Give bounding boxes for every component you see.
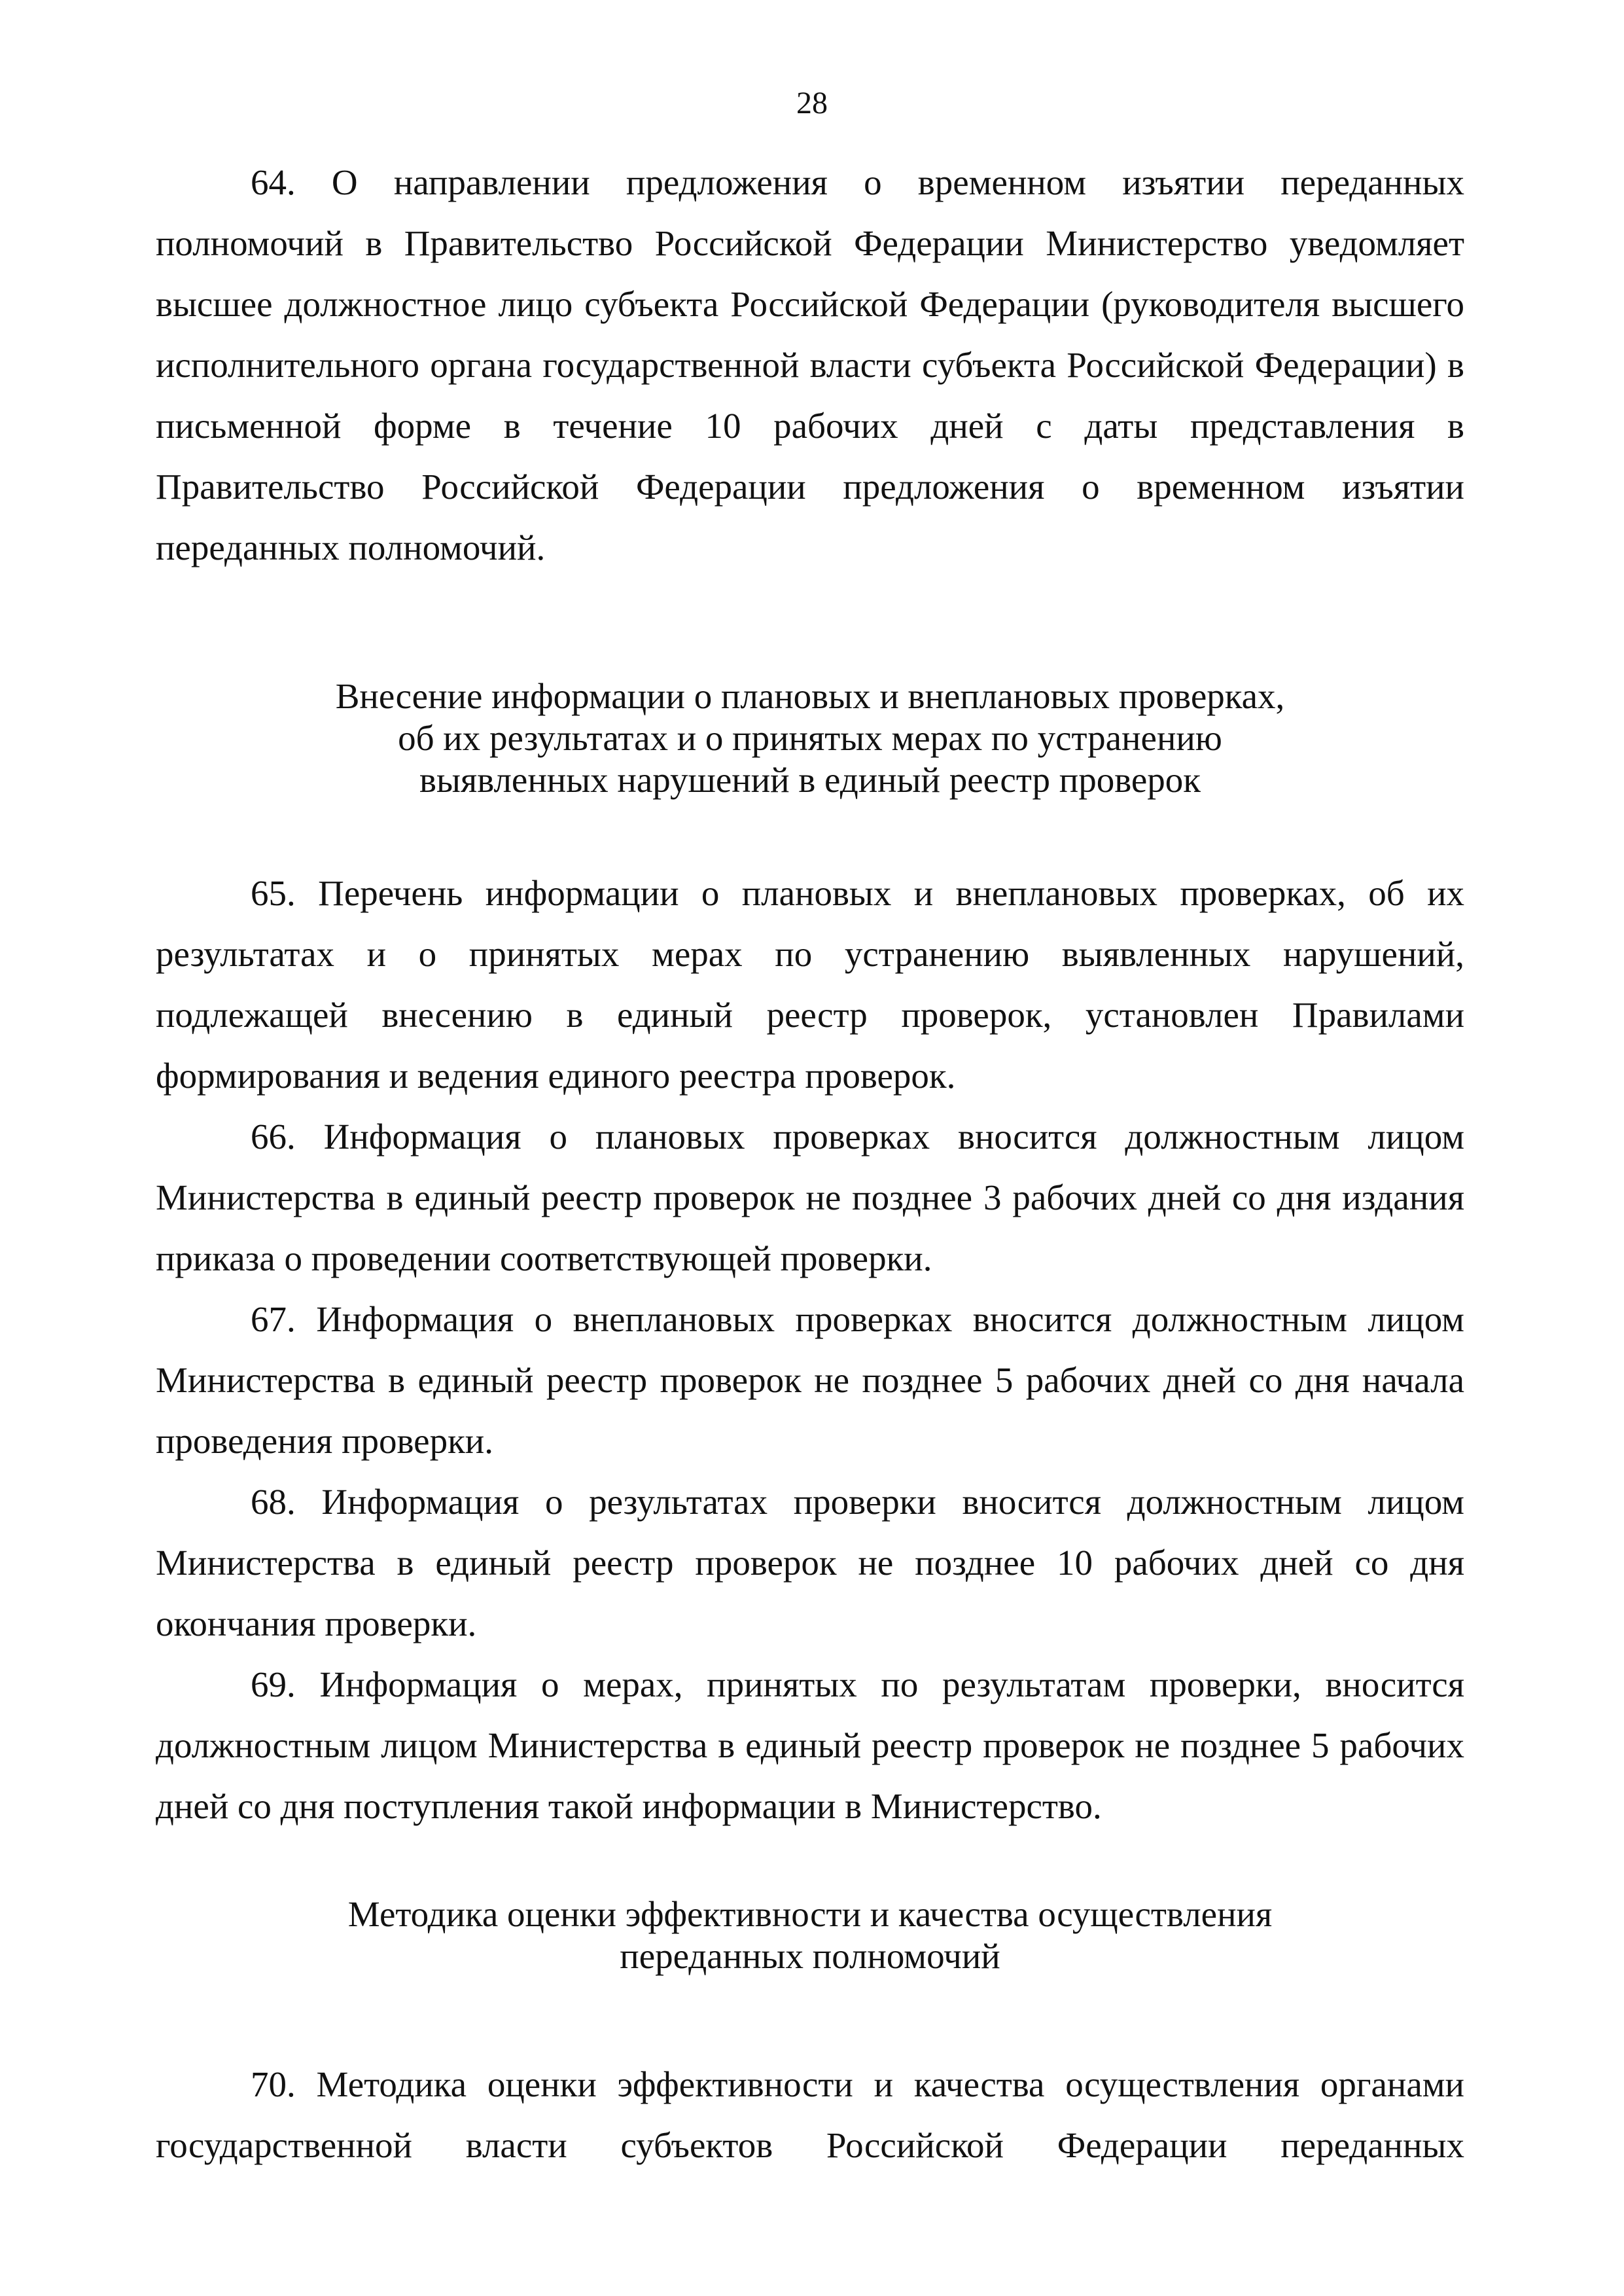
registry-paragraphs [156, 863, 1464, 1837]
section-heading-methodology [156, 1893, 1464, 1977]
paragraph-64: 64. О направлении предложения о временном изъятии переданных полномочий в Правительство Российской Федерации Министерство уведомляет высшее должностное лицо субъекта Российской Федерации (руководителя высшего исполнительного органа государственной власти субъекта Российской Федерации) в письменной форме в течение 10 рабочих дней с даты представления в Правительство Российской Федерации предложения о временном изъятии переданных полномочий. [156, 162, 1464, 567]
section-heading-registry-line-2: об их результатах и о принятых мерах по устранению [398, 718, 1222, 758]
section-heading-registry [156, 675, 1464, 801]
paragraph-64-block [156, 152, 1464, 578]
paragraph-69: 69. Информация о мерах, принятых по результатам проверки, вносится должностным лицом Министерства в единый реестр проверок не позднее 5 рабочих дней со дня поступления такой информации в Министерство. [156, 1664, 1464, 1826]
page-number: 28 [796, 86, 828, 120]
paragraph-66: 66. Информация о плановых проверках вносится должностным лицом Министерства в единый реестр проверок не позднее 3 рабочих дней со дня издания приказа о проведении соответствующей проверки. [156, 1117, 1464, 1278]
paragraph-70-block [156, 2054, 1464, 2176]
paragraph-67: 67. Информация о внеплановых проверках вносится должностным лицом Министерства в единый реестр проверок не позднее 5 рабочих дней со дня начала проведения проверки. [156, 1299, 1464, 1461]
section-heading-methodology-line-1: Методика оценки эффективности и качества осуществления [347, 1894, 1273, 1934]
section-heading-methodology-line-2: переданных полномочий [620, 1936, 1000, 1976]
section-heading-registry-line-3: выявленных нарушений в единый реестр проверок [419, 760, 1201, 800]
paragraph-65: 65. Перечень информации о плановых и внеплановых проверках, об их результатах и о принятых мерах по устранению выявленных нарушений, подлежащей внесению в единый реестр проверок, установлен Правилами формирования и ведения единого реестра проверок. [156, 873, 1464, 1096]
paragraph-70: 70. Методика оценки эффективности и качества осуществления органами государственной власти субъектов Российской Федерации переданных [156, 2064, 1464, 2165]
section-heading-registry-line-1: Внесение информации о плановых и внеплановых проверках, [335, 676, 1285, 716]
paragraph-68: 68. Информация о результатах проверки вносится должностным лицом Министерства в единый реестр проверок не позднее 10 рабочих дней со дня окончания проверки. [156, 1482, 1464, 1643]
